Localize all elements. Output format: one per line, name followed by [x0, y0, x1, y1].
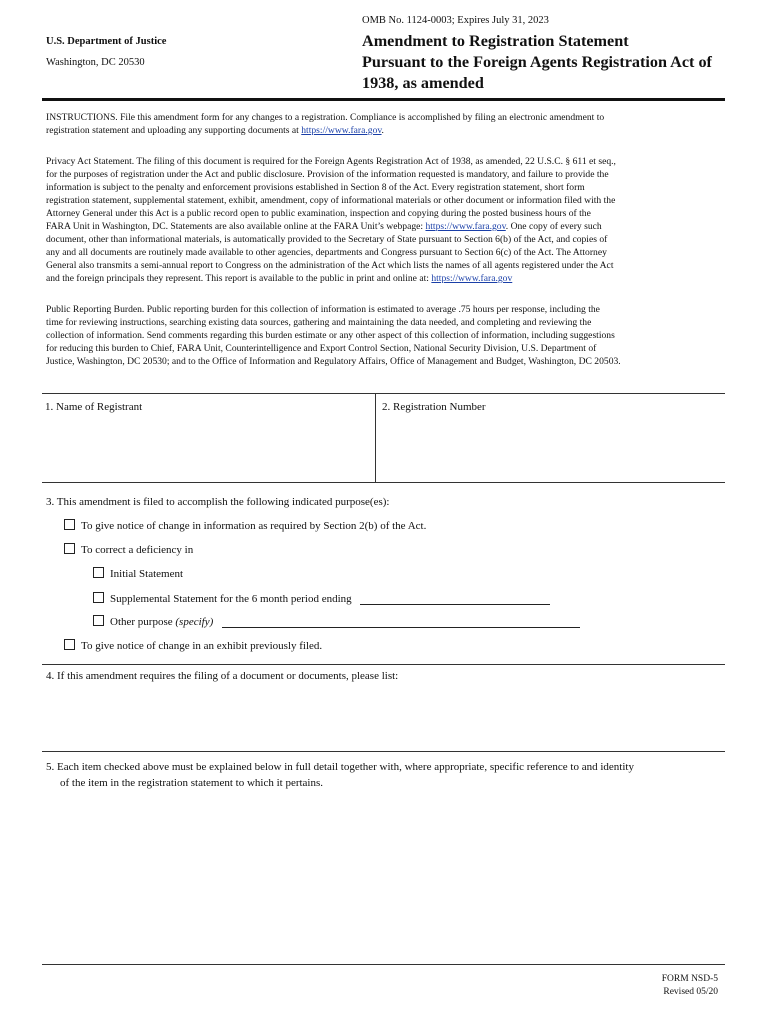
revision-date: Revised 05/20 [663, 987, 718, 997]
title-line: Amendment to Registration Statement [362, 32, 629, 50]
option-other-purpose [93, 615, 580, 628]
registrant-name-field[interactable] [42, 416, 372, 478]
footer-rule [42, 964, 725, 965]
specify-label: (specify) [175, 616, 214, 628]
text-line: document, other than informational materials, is automatically provided to the Secretary of State pursuant to Section 6(b) of the Act, and copies of [46, 234, 608, 245]
option-label: Initial Statement [110, 568, 184, 580]
fara-link[interactable]: https://www.fara.gov [301, 125, 382, 136]
text-line: 5. Each item checked above must be explained below in full detail together with, where appropriate, specific reference to and identity [46, 761, 634, 773]
text-line: any and all documents are routinely made available to other agencies, departments and Congress pursuant to Section 6(c) of the Act. The Attorney [46, 247, 607, 258]
text-line: General also transmits a semi-annual report to Congress on the administration of the Act which lists the names of all agents registered under the Act [46, 260, 614, 271]
period-ending-field[interactable] [360, 604, 550, 605]
option-correct-deficiency [64, 543, 193, 556]
form-title [362, 31, 757, 94]
text-line: time for reviewing instructions, searching existing data sources, gathering and maintaining the data needed, and completing and reviewing the [46, 317, 592, 328]
registration-number-field[interactable] [379, 416, 723, 478]
option-label: Other purpose [110, 616, 173, 628]
text-line: for reducing this burden to Chief, FARA Unit, Counterintelligence and Export Control Section, National Security Division, U.S. Department of [46, 343, 597, 354]
option-initial-statement [93, 567, 183, 580]
text-line [46, 272, 736, 285]
checkbox-other-purpose[interactable] [93, 615, 104, 626]
text-line [46, 220, 736, 233]
text-span: registration statement and uploading any supporting documents at [46, 125, 302, 136]
text-span: . [381, 125, 384, 136]
text-line: Privacy Act Statement. The filing of this document is required for the Foreign Agents Registration Act of 1938, as amended, 22 U.S.C. § 611 et seq., [46, 156, 616, 167]
title-line: Pursuant to the Foreign Agents Registration Act of [362, 53, 712, 71]
option-label: To give notice of change in an exhibit previously filed. [81, 640, 323, 652]
instructions-paragraph [46, 111, 736, 137]
q5-explanation-field[interactable] [46, 800, 721, 958]
field-divider [375, 394, 376, 482]
form-number: FORM NSD-5 [661, 974, 718, 984]
text-span: . One copy of every such [505, 221, 602, 232]
burden-paragraph [46, 303, 736, 368]
option-section-2b [64, 519, 426, 532]
department-name: U.S. Department of Justice [46, 36, 167, 47]
title-line: 1938, as amended [362, 74, 484, 92]
checkbox-initial-statement[interactable] [93, 567, 104, 578]
text-span: and the foreign principals they represent. This report is available to the public in print and online at: [46, 273, 432, 284]
text-line [46, 124, 736, 137]
option-label: Supplemental Statement for the 6 month period ending [110, 593, 352, 605]
form-footer [662, 973, 718, 999]
text-line: Attorney General under this Act is a public record open to public examination, inspection and copying during the posted business hours of the [46, 208, 591, 219]
registrant-name-label: 1. Name of Registrant [45, 401, 143, 413]
registrant-fields-box [42, 393, 725, 483]
text-line: INSTRUCTIONS. File this amendment form for any changes to a registration. Compliance is accomplished by filing an electronic amendment to [46, 112, 605, 123]
option-label: To correct a deficiency in [81, 544, 194, 556]
checkbox-exhibit-change[interactable] [64, 639, 75, 650]
registration-number-label: 2. Registration Number [382, 401, 486, 413]
section-rule [42, 664, 725, 665]
omb-number: OMB No. 1124-0003; Expires July 31, 2023 [362, 15, 549, 26]
q3-label: 3. This amendment is filed to accomplish the following indicated purpose(es): [46, 496, 390, 508]
text-line: of the item in the registration statement to which it pertains. [60, 777, 324, 789]
option-exhibit-change [64, 639, 322, 652]
text-line: information is subject to the penalty and enforcement provisions established in Section 8 of the Act. Every registration statement, short form [46, 182, 585, 193]
checkbox-correct-deficiency[interactable] [64, 543, 75, 554]
privacy-paragraph [46, 155, 736, 285]
text-span: FARA Unit in Washington, DC. Statements are also available online at the FARA Unit’s webpage: [46, 221, 426, 232]
department-city: Washington, DC 20530 [46, 57, 145, 68]
option-label: To give notice of change in information as required by Section 2(b) of the Act. [81, 520, 427, 532]
text-line: Justice, Washington, DC 20530; and to the Office of Information and Regulatory Affairs, Office of Management and Budget, Washington, DC 20503. [46, 356, 621, 367]
q5-label [46, 759, 634, 791]
fara-link[interactable]: https://www.fara.gov [425, 221, 506, 232]
text-line: for the purposes of registration under the Act and public disclosure. Provision of the information requested is mandatory, and failure to provide the [46, 169, 609, 180]
q4-document-list-field[interactable] [46, 688, 721, 746]
header-rule [42, 98, 725, 101]
checkbox-section-2b[interactable] [64, 519, 75, 530]
text-line: Public Reporting Burden. Public reporting burden for this collection of information is estimated to average .75 hours per response, including the [46, 304, 600, 315]
option-supplemental-statement [93, 592, 550, 605]
checkbox-supplemental-statement[interactable] [93, 592, 104, 603]
other-purpose-field[interactable] [222, 627, 580, 628]
section-rule [42, 751, 725, 752]
text-line: collection of information. Send comments regarding this burden estimate or any other aspect of this collection of information, including suggestions [46, 330, 615, 341]
q4-label: 4. If this amendment requires the filing of a document or documents, please list: [46, 670, 399, 682]
fara-link[interactable]: https://www.fara.gov [431, 273, 513, 284]
text-line: registration statement, supplemental statement, exhibit, amendment, copy of informational materials or other document or information filed with the [46, 195, 616, 206]
